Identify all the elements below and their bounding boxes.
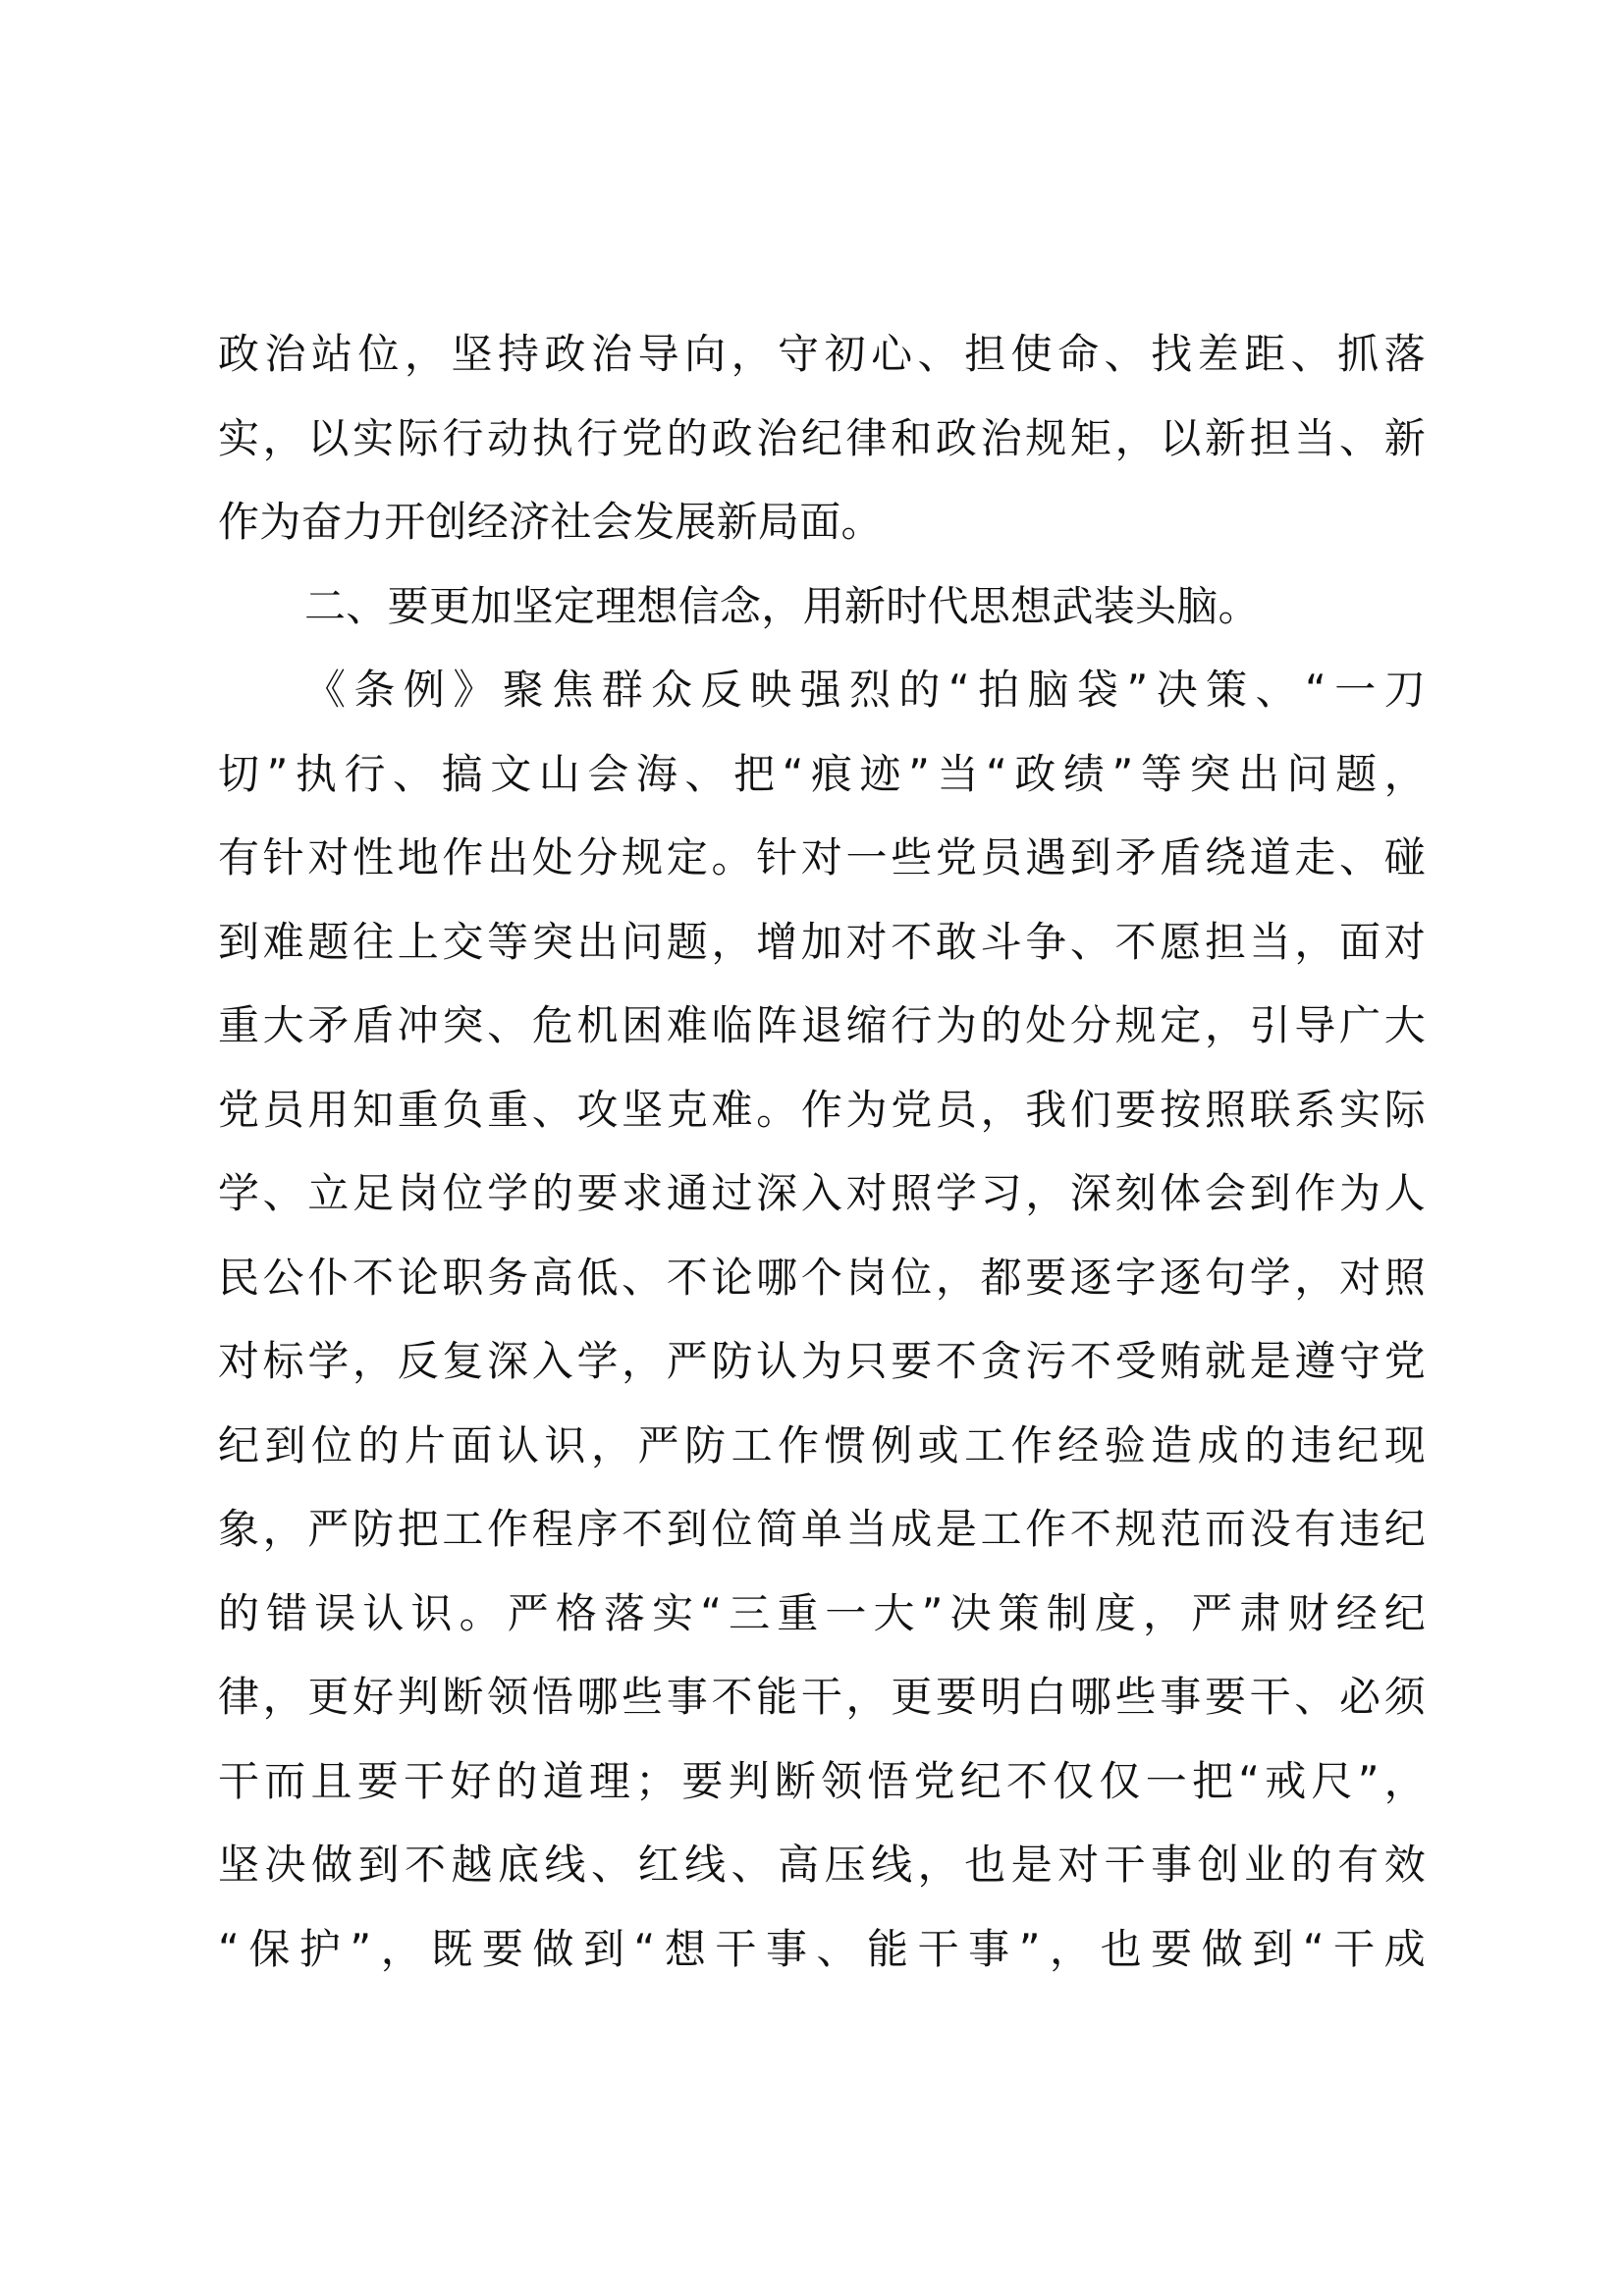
text-line: 干而且要干好的道理；要判断领悟党纪不仅仅一把“戒尺”， bbox=[218, 1756, 1426, 1805]
body-text bbox=[218, 312, 1426, 1991]
text-line: “保护”，既要做到“想干事、能干事”，也要做到“干成 bbox=[218, 1924, 1426, 1973]
text-line: 切”执行、搞文山会海、把“痕迹”当“政绩”等突出问题， bbox=[218, 749, 1426, 798]
text-line: 政治站位，坚持政治导向，守初心、担使命、找差距、抓落 bbox=[218, 330, 1426, 378]
text-line: 象，严防把工作程序不到位简单当成是工作不规范而没有违纪 bbox=[218, 1505, 1426, 1553]
text-line: 到难题往上交等突出问题，增加对不敢斗争、不愿担当，面对 bbox=[218, 917, 1426, 966]
text-line: 作为奋力开创经济社会发展新局面。 bbox=[218, 498, 883, 546]
text-line: 学、立足岗位学的要求通过深入对照学习，深刻体会到作为人 bbox=[218, 1169, 1426, 1217]
text-line: 有针对性地作出处分规定。针对一些党员遇到矛盾绕道走、碰 bbox=[218, 833, 1426, 881]
section-heading: 二、要更加坚定理想信念，用新时代思想武装头脑。 bbox=[304, 581, 1260, 630]
text-line: 坚决做到不越底线、红线、高压线，也是对干事创业的有效 bbox=[218, 1841, 1426, 1889]
text-line: 实，以实际行动执行党的政治纪律和政治规矩，以新担当、新 bbox=[218, 413, 1426, 462]
text-line: 纪到位的片面认识，严防工作惯例或工作经验造成的违纪现 bbox=[218, 1420, 1426, 1469]
text-line: 党员用知重负重、攻坚克难。作为党员，我们要按照联系实际 bbox=[218, 1085, 1426, 1134]
text-line: 律，更好判断领悟哪些事不能干，更要明白哪些事要干、必须 bbox=[218, 1673, 1426, 1721]
text-line: 民公仆不论职务高低、不论哪个岗位，都要逐字逐句学，对照 bbox=[218, 1253, 1426, 1302]
text-line: 的错误认识。严格落实“三重一大”决策制度，严肃财经纪 bbox=[218, 1588, 1426, 1637]
text-line: 对标学，反复深入学，严防认为只要不贪污不受贿就是遵守党 bbox=[218, 1337, 1426, 1385]
text-line: 重大矛盾冲突、危机困难临阵退缩行为的处分规定，引导广大 bbox=[218, 1001, 1426, 1049]
text-line: 《条例》聚焦群众反映强烈的“拍脑袋”决策、“一刀 bbox=[304, 666, 1426, 714]
